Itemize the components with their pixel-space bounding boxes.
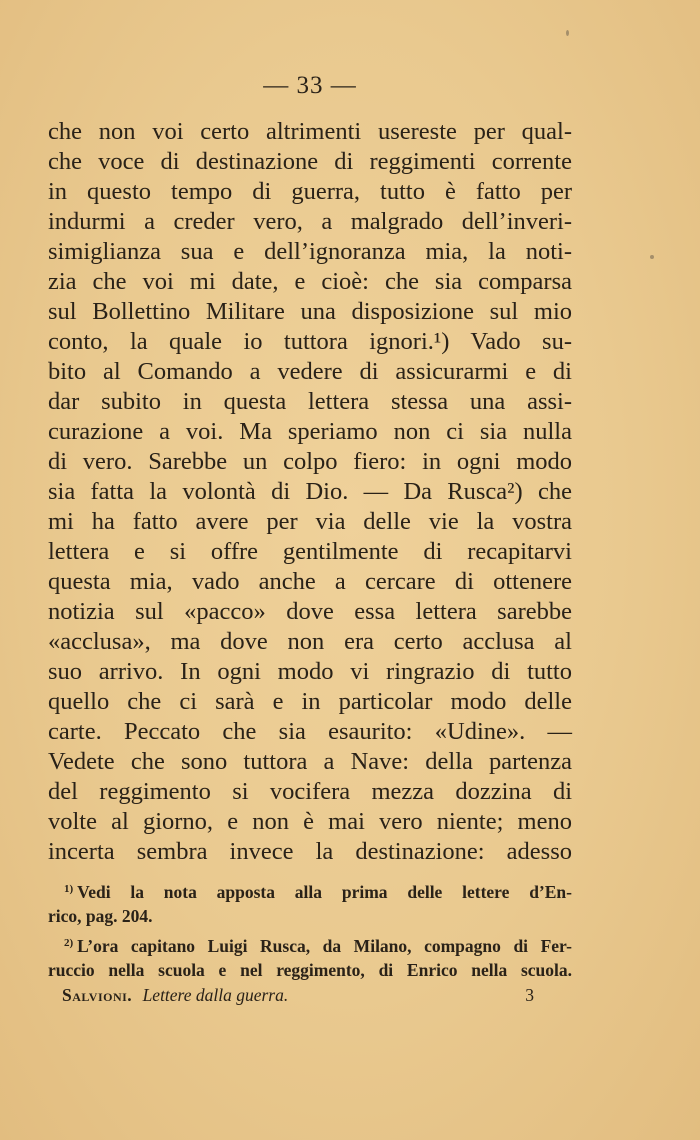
text-line: che voce di destinazione di reggimenti corrente bbox=[48, 148, 572, 175]
text-line: carte. Peccato che sia esaurito: «Udine». — bbox=[48, 718, 572, 745]
text-line: conto, la quale io tuttora ignori.¹) Vado su- bbox=[48, 328, 572, 355]
text-line: quello che ci sarà e in particolar modo delle bbox=[48, 688, 572, 715]
footnote-1 bbox=[48, 876, 572, 903]
text-line: sia fatta la volontà di Dio. — Da Rusca²) che bbox=[48, 478, 572, 505]
footnote-text: Vedi la nota apposta alla prima delle lettere d’En- bbox=[77, 882, 572, 902]
page-number: — 33 — bbox=[263, 72, 357, 99]
text-line: mi ha fatto avere per via delle vie la vostra bbox=[48, 508, 572, 535]
signature-author: Salvioni. bbox=[62, 985, 133, 1005]
text-line: simiglianza sua e dell’ignoranza mia, la noti- bbox=[48, 238, 572, 265]
footnote-text: rico, pag. 204. bbox=[48, 906, 153, 926]
footnote-marker: 2) bbox=[64, 937, 74, 949]
text-line: «acclusa», ma dove non era certo acclusa al bbox=[48, 628, 572, 655]
text-line: lettera e si offre gentilmente di recapitarvi bbox=[48, 538, 572, 565]
text-line: suo arrivo. In ogni modo vi ringrazio di tutto bbox=[48, 658, 572, 685]
sheet-number: 3 bbox=[525, 985, 534, 1005]
text-line: di vero. Sarebbe un colpo fiero: in ogni modo bbox=[48, 448, 572, 475]
signature-title: Lettere dalla guerra. bbox=[142, 985, 289, 1005]
footnote-text: ruccio nella scuola e nel reggimento, di Enrico nella scuola. bbox=[48, 960, 572, 980]
text-line: dar subito in questa lettera stessa una assi- bbox=[48, 388, 572, 415]
paper-speck bbox=[650, 255, 654, 259]
text-line: del reggimento si vocifera mezza dozzina di bbox=[48, 778, 572, 805]
body-text bbox=[48, 117, 572, 867]
text-line: volte al giorno, e non è mai vero niente; meno bbox=[48, 808, 572, 835]
text-line: bito al Comando a vedere di assicurarmi e di bbox=[48, 358, 572, 385]
text-line: questa mia, vado anche a cercare di ottenere bbox=[48, 568, 572, 595]
footnote-marker: 1) bbox=[64, 883, 74, 895]
text-line: sul Bollettino Militare una disposizione sul mio bbox=[48, 298, 572, 325]
text-line: in questo tempo di guerra, tutto è fatto per bbox=[48, 178, 572, 205]
signature-line bbox=[62, 985, 534, 1006]
paper-speck bbox=[566, 30, 569, 36]
text-line: curazione a voi. Ma speriamo non ci sia nulla bbox=[48, 418, 572, 445]
footnote-2 bbox=[48, 930, 572, 957]
text-line: Vedete che sono tuttora a Nave: della partenza bbox=[48, 748, 572, 775]
text-line: che non voi certo altrimenti usereste per qual- bbox=[48, 118, 572, 145]
footnotes bbox=[48, 876, 572, 984]
text-line: indurmi a creder vero, a malgrado dell’inveri- bbox=[48, 208, 572, 235]
text-line: notizia sul «pacco» dove essa lettera sarebbe bbox=[48, 598, 572, 625]
text-line: zia che voi mi date, e cioè: che sia comparsa bbox=[48, 268, 572, 295]
footnote-text: L’ora capitano Luigi Rusca, da Milano, compagno di Fer- bbox=[77, 936, 572, 956]
text-line: incerta sembra invece la destinazione: adesso bbox=[48, 838, 572, 865]
